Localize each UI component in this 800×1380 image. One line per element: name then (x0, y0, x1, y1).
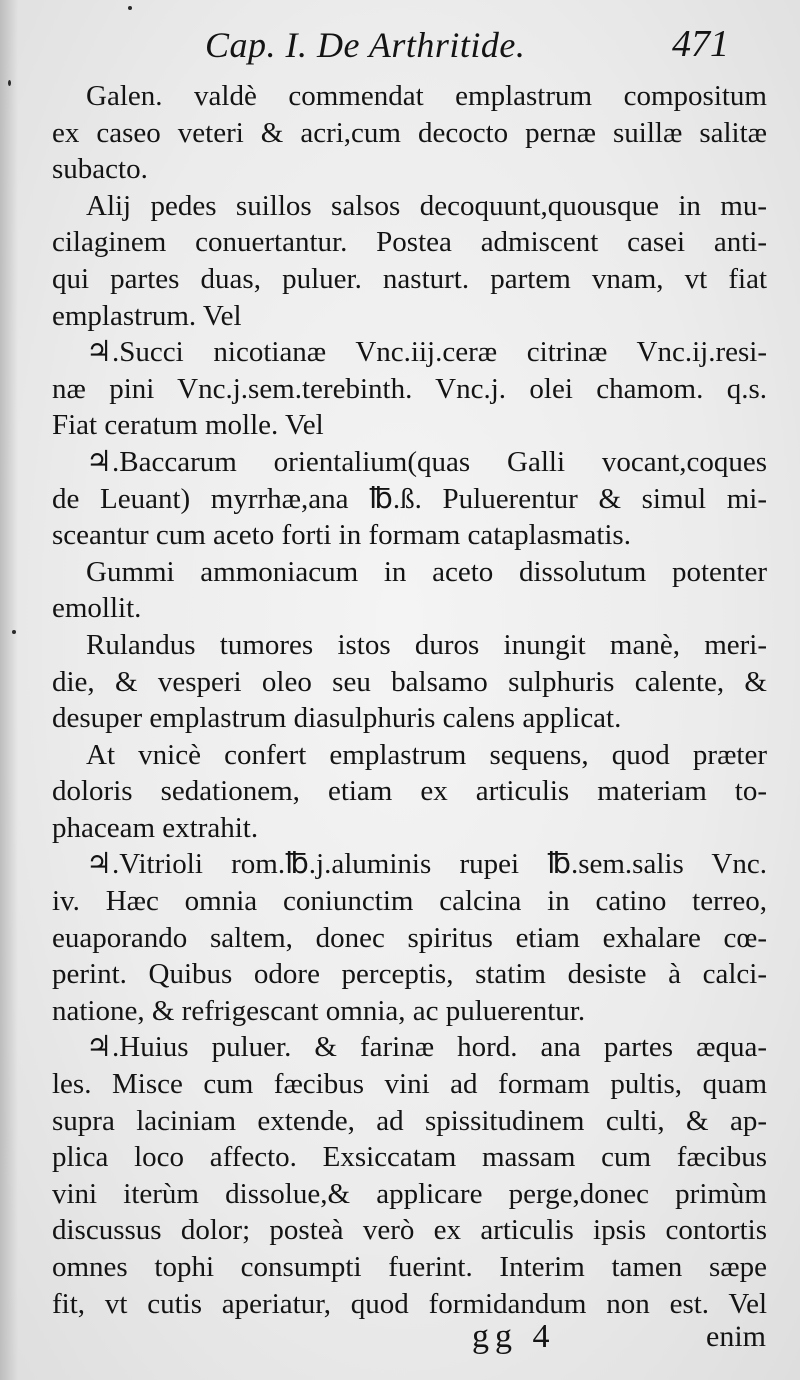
text-line: ♃.Succi nicotianæ Vnc.iij.ceræ citrinæ Vnc.ij.resi- (86, 336, 767, 369)
catchword: enim (706, 1320, 766, 1353)
text-line: fit, vt cutis aperiatur, quod formidandum non est. Vel (52, 1287, 767, 1320)
running-title: Cap. I. De Arthritide. (205, 25, 526, 65)
text-line: ♃.Huius puluer. & farinæ hord. ana partes æqua- (86, 1031, 767, 1064)
text-line: ♃.Vitrioli rom.℔.j.aluminis rupei ℔.sem.salis Vnc. (86, 848, 767, 881)
text-line: næ pini Vnc.j.sem.terebinth. Vnc.j. olei chamom. q.s. (52, 372, 767, 405)
text-line: phaceam extrahit. (52, 811, 259, 844)
body-text (52, 78, 767, 1322)
page-header (0, 14, 800, 74)
text-line: cilaginem conuertantur. Postea admiscent casei anti- (52, 226, 767, 259)
text-line: qui partes duas, puluer. nasturt. partem vnam, vt fiat (52, 262, 767, 295)
text-line: sceantur cum aceto forti in formam cataplasmatis. (52, 519, 631, 552)
text-line: vini iterùm dissolue,& applicare perge,donec primùm (52, 1177, 767, 1210)
text-line: doloris sedationem, etiam ex articulis materiam to- (52, 775, 767, 808)
ink-speck (128, 6, 132, 10)
text-line: les. Misce cum fæcibus vini ad formam pultis, quam (52, 1068, 767, 1101)
text-line: die, & vesperi oleo seu balsamo sulphuris calente, & (52, 665, 767, 698)
text-line: emollit. (52, 592, 142, 625)
text-line: supra laciniam extende, ad spissitudinem culti, & ap- (52, 1104, 767, 1137)
text-line: desuper emplastrum diasulphuris calens applicat. (52, 702, 622, 735)
text-line: Galen. valdè commendat emplastrum compositum (86, 80, 767, 112)
text-line: Rulandus tumores istos duros inungit manè, meri- (86, 628, 767, 661)
text-line: ex caseo veteri & acri,cum decocto pernæ suillæ salitæ (52, 116, 767, 149)
ink-speck (12, 630, 16, 634)
text-line: euaporando saltem, donec spiritus etiam exhalare cœ- (52, 921, 767, 954)
text-line: Fiat ceratum molle. Vel (52, 409, 324, 442)
text-line: emplastrum. Vel (52, 299, 242, 332)
text-line: At vnicè confert emplastrum sequens, quod præter (86, 738, 767, 771)
text-line: iv. Hæc omnia coniunctim calcina in catino terreo, (52, 885, 767, 918)
text-line: ♃.Baccarum orientalium(quas Galli vocant,coques (86, 445, 767, 478)
text-line: Gummi ammoniacum in aceto dissolutum potenter (86, 555, 767, 588)
signature-mark: gg 4 (472, 1318, 556, 1355)
ink-speck (8, 80, 11, 86)
page-number: 471 (672, 23, 729, 65)
text-line: perint. Quibus odore perceptis, statim desiste à calci- (52, 958, 767, 991)
text-line: Alij pedes suillos salsos decoquunt,quousque in mu- (86, 189, 767, 222)
text-line: subacto. (52, 153, 148, 186)
page-footer (0, 1318, 800, 1368)
text-line: de Leuant) myrrhæ,ana ℔.ß. Puluerentur & simul mi- (52, 482, 767, 515)
text-line: discussus dolor; posteà verò ex articulis ipsis contortis (52, 1214, 767, 1247)
text-line: omnes tophi consumpti fuerint. Interim tamen sæpe (52, 1251, 767, 1283)
text-line: natione, & refrigescant omnia, ac puluerentur. (52, 994, 586, 1027)
text-line: plica loco affecto. Exsiccatam massam cum fæcibus (52, 1141, 767, 1174)
